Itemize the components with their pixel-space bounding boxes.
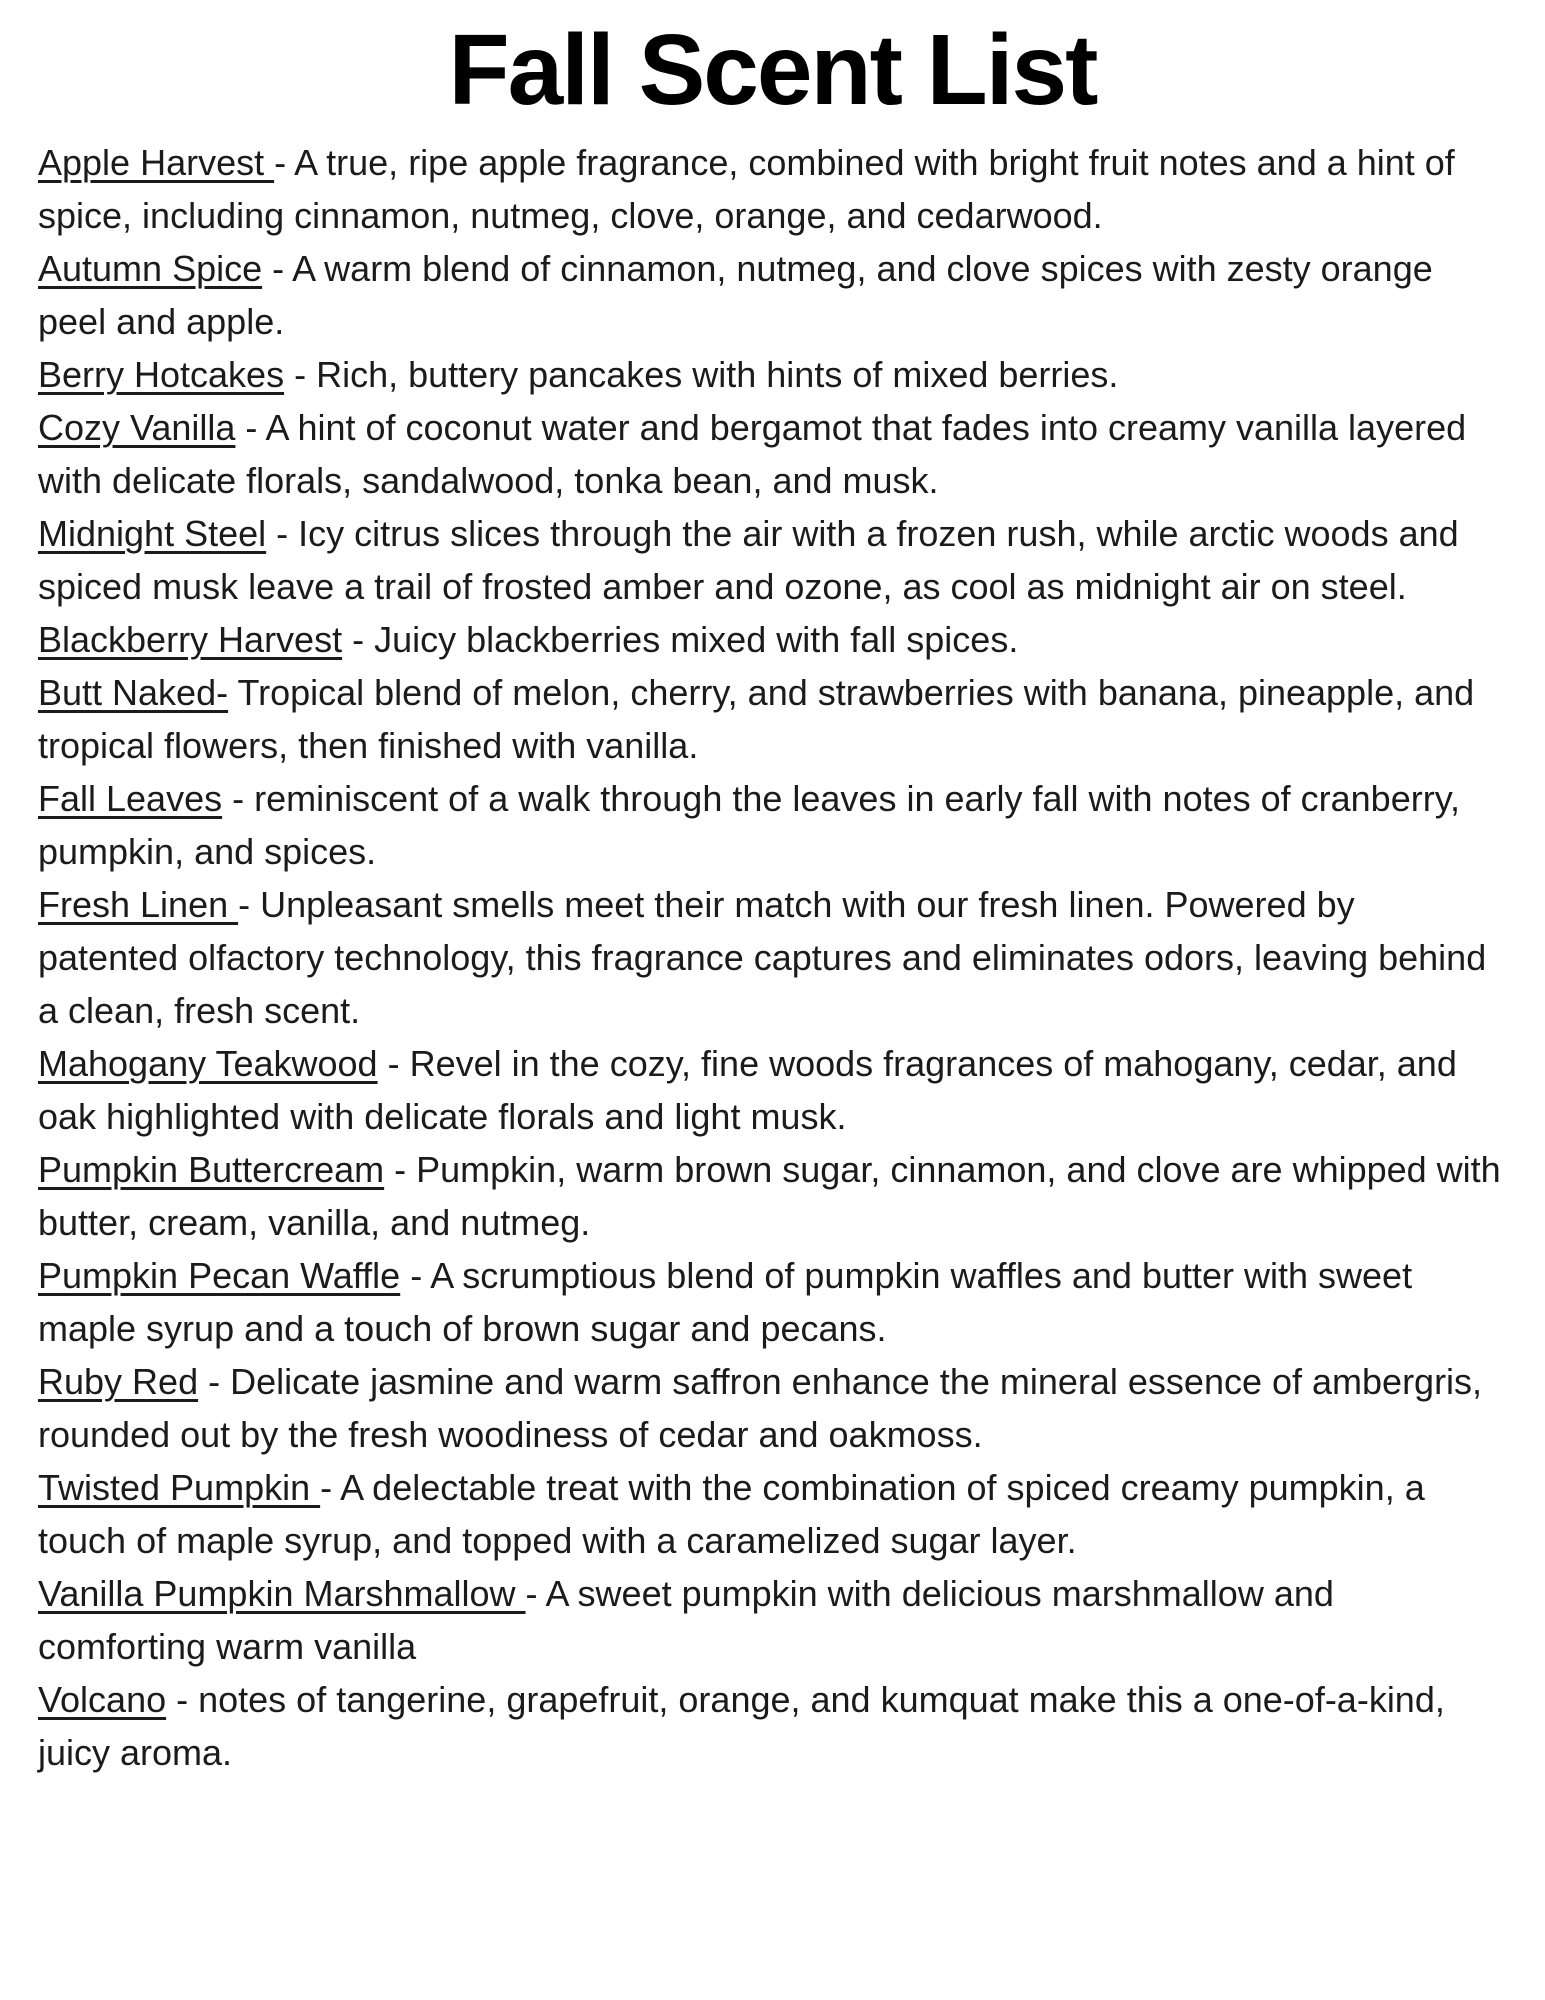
scent-separator: -	[400, 1255, 431, 1296]
scent-description: Juicy blackberries mixed with fall spices.	[374, 619, 1019, 660]
scent-name: Twisted Pumpkin	[38, 1467, 321, 1508]
scent-entry	[38, 242, 1503, 348]
scent-entry	[38, 1143, 1511, 1249]
scent-name: Midnight Steel	[38, 513, 267, 554]
scent-name: Pumpkin Pecan Waffle	[38, 1255, 401, 1296]
scent-description: Revel in the cozy, fine woods fragrances of mahogany, cedar, and oak highlighted with delicate florals and light musk.	[38, 1043, 1467, 1137]
scent-entry	[38, 348, 1503, 401]
scent-separator: -	[262, 248, 293, 289]
scent-separator: -	[342, 619, 375, 660]
scent-entry	[38, 772, 1503, 878]
scent-name: Pumpkin Buttercream	[38, 1149, 385, 1190]
scent-separator: -	[222, 778, 255, 819]
scent-description: Icy citrus slices through the air with a frozen rush, while arctic woods and spiced musk leave a trail of frosted amber and ozone, as cool as midnight air on steel.	[38, 513, 1469, 607]
scent-separator: -	[198, 1361, 231, 1402]
scent-description: Pumpkin, warm brown sugar, cinnamon, and clove are whipped with butter, cream, vanilla, and nutmeg.	[38, 1149, 1511, 1243]
scent-name: Ruby Red	[38, 1361, 199, 1402]
scent-entry	[38, 1037, 1503, 1143]
scent-separator: -	[525, 1573, 546, 1614]
scent-description: A hint of coconut water and bergamot that fades into creamy vanilla layered with delicate florals, sandalwood, tonka bean, and musk.	[38, 407, 1477, 501]
scent-name: Autumn Spice	[38, 248, 263, 289]
scent-name: Butt Naked-	[38, 672, 229, 713]
scent-separator: -	[384, 1149, 417, 1190]
scent-separator: -	[166, 1679, 199, 1720]
scent-name: Fresh Linen	[38, 884, 239, 925]
scent-entry	[38, 1355, 1503, 1461]
scent-description: Unpleasant smells meet their match with our fresh linen. Powered by patented olfactory technology, this fragrance captures and eliminates odors, leaving behind a clean, fresh scent.	[38, 884, 1497, 1031]
scent-description: reminiscent of a walk through the leaves in early fall with notes of cranberry, pumpkin, and spices.	[38, 778, 1471, 872]
scent-description: A scrumptious blend of pumpkin waffles and butter with sweet maple syrup and a touch of brown sugar and pecans.	[38, 1255, 1423, 1349]
scent-separator: -	[235, 407, 266, 448]
scent-name: Apple Harvest	[38, 142, 275, 183]
scent-description: notes of tangerine, grapefruit, orange, and kumquat make this a one-of-a-kind, juicy aroma.	[38, 1679, 1455, 1773]
scent-description: Tropical blend of melon, cherry, and strawberries with banana, pineapple, and tropical flowers, then finished with vanilla.	[38, 672, 1485, 766]
scent-separator: -	[377, 1043, 410, 1084]
scent-description: Rich, buttery pancakes with hints of mixed berries.	[316, 354, 1119, 395]
scent-entry	[38, 1249, 1503, 1355]
scent-description: A warm blend of cinnamon, nutmeg, and clove spices with zesty orange peel and apple.	[38, 248, 1443, 342]
scent-entry	[38, 613, 1503, 666]
scent-name: Volcano	[38, 1679, 167, 1720]
scent-name: Blackberry Harvest	[38, 619, 343, 660]
scent-name: Vanilla Pumpkin Marshmallow	[38, 1573, 526, 1614]
scent-description: A true, ripe apple fragrance, combined with bright fruit notes and a hint of spice, including cinnamon, nutmeg, clove, orange, and cedarwood.	[38, 142, 1465, 236]
scent-separator: -	[284, 354, 317, 395]
scent-entry	[38, 1461, 1503, 1567]
scent-entry	[38, 666, 1503, 772]
scent-separator: -	[266, 513, 299, 554]
scent-name: Mahogany Teakwood	[38, 1043, 378, 1084]
scent-entry	[38, 507, 1503, 613]
scent-description: A delectable treat with the combination of spiced creamy pumpkin, a touch of maple syrup, and topped with a caramelized sugar layer.	[38, 1467, 1435, 1561]
scent-entry	[38, 1673, 1503, 1779]
scent-description: Delicate jasmine and warm saffron enhance the mineral essence of ambergris, rounded out by the fresh woodiness of cedar and oakmoss.	[38, 1361, 1493, 1455]
page-title: Fall Scent List	[448, 14, 1097, 126]
scent-name: Fall Leaves	[38, 778, 223, 819]
scent-name: Berry Hotcakes	[38, 354, 285, 395]
scent-name: Cozy Vanilla	[38, 407, 236, 448]
scent-separator: -	[320, 1467, 341, 1508]
scent-separator: -	[238, 884, 261, 925]
scent-entry	[38, 1567, 1503, 1673]
scent-entry	[38, 401, 1503, 507]
scent-entry	[38, 878, 1503, 1037]
scent-list	[0, 136, 1545, 1779]
scent-entry	[38, 136, 1503, 242]
scent-description: A sweet pumpkin with delicious marshmallow and comforting warm vanilla	[38, 1573, 1344, 1667]
scent-separator: -	[274, 142, 295, 183]
